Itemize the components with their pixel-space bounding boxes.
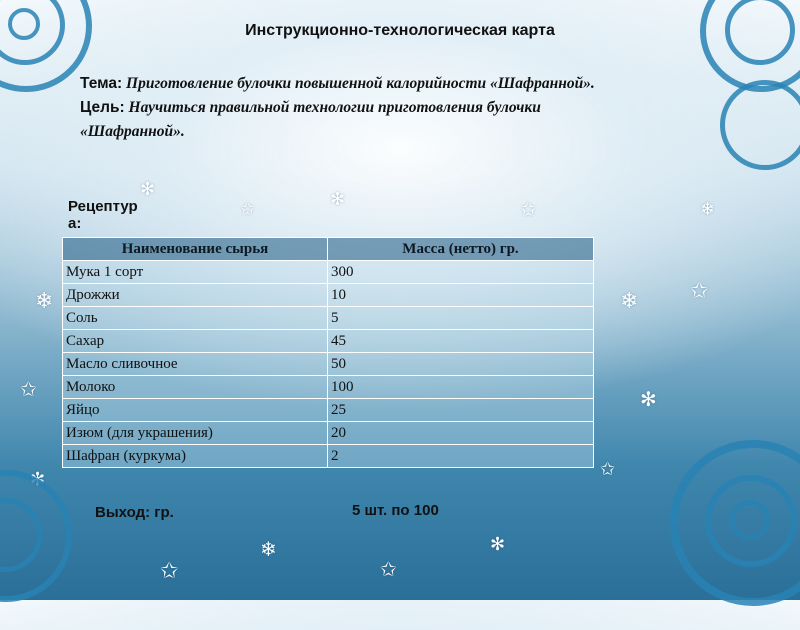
ingredient-cell: Шафран (куркума): [63, 445, 328, 468]
goal-label: Цель:: [80, 99, 125, 116]
mass-cell: 300: [328, 261, 594, 284]
ingredient-cell: Молоко: [63, 376, 328, 399]
table-row: [63, 399, 594, 422]
star-icon: ✩: [160, 558, 179, 583]
goal-line: [80, 96, 640, 144]
table-row: [63, 445, 594, 468]
star-icon: ✩: [240, 199, 256, 219]
mass-cell: 10: [328, 284, 594, 307]
snowflake-icon: ❄: [620, 288, 639, 313]
recipe-label: Рецептура:: [68, 198, 138, 232]
mass-cell: 100: [328, 376, 594, 399]
snowflake-icon: ✻: [640, 389, 657, 411]
star-icon: ✩: [380, 559, 397, 581]
ingredient-cell: Изюм (для украшения): [63, 422, 328, 445]
output-value: 5 шт. по 100: [352, 502, 439, 519]
mass-cell: 45: [328, 330, 594, 353]
ingredient-cell: Соль: [63, 307, 328, 330]
page-title: Инструкционно-технологическая карта: [245, 22, 555, 39]
table-row: [63, 307, 594, 330]
mass-cell: 25: [328, 399, 594, 422]
table-row: [63, 261, 594, 284]
table-row: [63, 376, 594, 399]
table-row: [63, 330, 594, 353]
snowflake-icon: ❄: [35, 288, 54, 313]
table-header-row: [63, 238, 594, 261]
theme-label: Тема:: [80, 75, 123, 92]
corner-swirl-bottom-left: [0, 470, 80, 630]
mass-cell: 50: [328, 353, 594, 376]
topic-block: [80, 72, 640, 144]
recipe-table: [62, 237, 594, 468]
ingredient-cell: Масло сливочное: [63, 353, 328, 376]
snowflake-icon: ✻: [30, 469, 46, 489]
goal-text: Научиться правильной технологии приготовления булочки «Шафранной».: [80, 99, 541, 140]
star-icon: ✩: [690, 278, 709, 303]
star-icon: ✩: [600, 459, 616, 479]
snowflake-icon: ❄: [260, 539, 277, 561]
table-row: [63, 284, 594, 307]
output-label: Выход: гр.: [95, 504, 174, 521]
theme-text: Приготовление булочки повышенной калорийности «Шафранной».: [126, 75, 595, 92]
snowflake-icon: ✻: [140, 179, 156, 199]
theme-line: [80, 72, 640, 96]
mass-cell: 20: [328, 422, 594, 445]
ingredient-cell: Сахар: [63, 330, 328, 353]
column-header-mass: Масса (нетто) гр.: [328, 238, 594, 261]
ingredient-cell: Мука 1 сорт: [63, 261, 328, 284]
star-icon: ✩: [20, 379, 37, 401]
mass-cell: 2: [328, 445, 594, 468]
snowflake-icon: ✻: [490, 534, 506, 554]
ingredient-cell: Яйцо: [63, 399, 328, 422]
column-header-ingredient: Наименование сырья: [63, 238, 328, 261]
table-row: [63, 422, 594, 445]
snowflake-icon: ✻: [330, 189, 346, 209]
snowflake-icon: ❄: [700, 199, 716, 219]
star-icon: ✩: [520, 199, 537, 221]
corner-swirl-bottom-right: [650, 420, 800, 620]
table-row: [63, 353, 594, 376]
mass-cell: 5: [328, 307, 594, 330]
ingredient-cell: Дрожжи: [63, 284, 328, 307]
